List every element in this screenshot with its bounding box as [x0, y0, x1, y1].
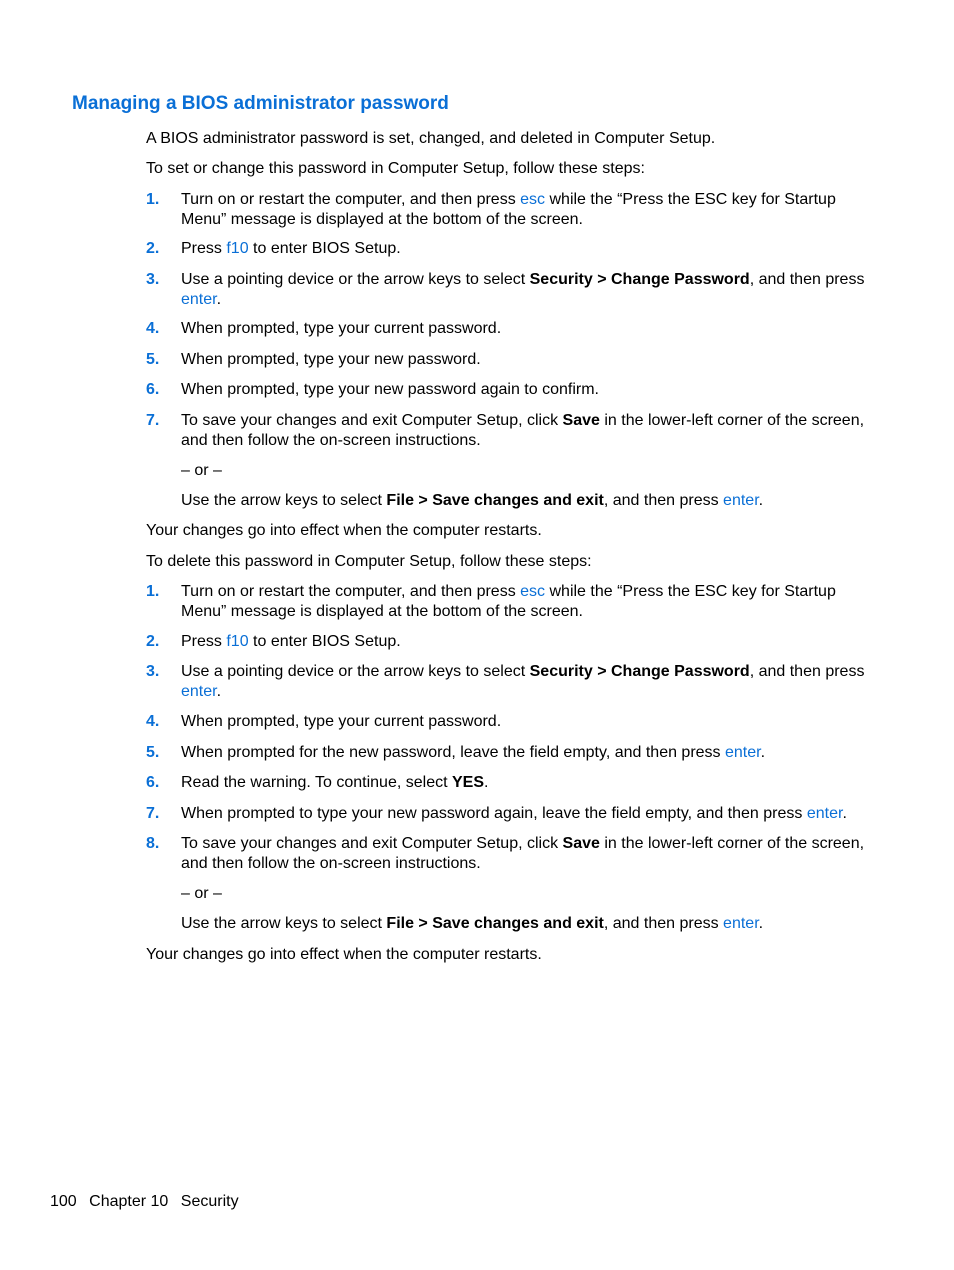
page-footer — [50, 1192, 247, 1212]
page-number: 100 — [50, 1193, 77, 1210]
key-enter: enter — [725, 744, 761, 761]
key-f10: f10 — [226, 633, 249, 650]
key-f10: f10 — [226, 240, 249, 257]
step-number: 4. — [146, 713, 160, 730]
step-text: When prompted, type your new password again to confirm. — [181, 381, 599, 398]
delete-closing: Your changes go into effect when the computer restarts. — [146, 946, 542, 963]
step-number: 1. — [146, 583, 160, 600]
menu-path: File > Save changes and exit — [386, 915, 604, 932]
set-steps-lead: To set or change this password in Computer Setup, follow these steps: — [146, 160, 645, 177]
step-number: 1. — [146, 191, 160, 208]
menu-path: Security > Change Password — [529, 663, 750, 680]
intro-paragraph: A BIOS administrator password is set, changed, and deleted in Computer Setup. — [146, 130, 716, 147]
step-text: When prompted, type your new password. — [181, 351, 481, 368]
step-text: Use a pointing device or the arrow keys to select Security > Change Password, and then press enter. — [181, 663, 865, 700]
step-text: Use a pointing device or the arrow keys to select Security > Change Password, and then press enter. — [181, 271, 865, 308]
section-label: Security — [180, 1193, 239, 1210]
step-number: 5. — [146, 351, 160, 368]
step-number: 7. — [146, 412, 160, 429]
delete-alt-instruction: Use the arrow keys to select File > Save changes and exit, and then press enter. — [181, 915, 764, 932]
step-number: 6. — [146, 381, 160, 398]
step-number: 7. — [146, 805, 160, 822]
step-text: When prompted, type your current password. — [181, 320, 502, 337]
step-text: When prompted, type your current password. — [181, 713, 502, 730]
menu-path: Security > Change Password — [529, 271, 750, 288]
step-text: Turn on or restart the computer, and then press esc while the “Press the ESC key for Startup Menu” message is displayed at the bottom of the screen. — [181, 191, 836, 228]
step-text: Press f10 to enter BIOS Setup. — [181, 240, 401, 257]
step-text: To save your changes and exit Computer Setup, click Save in the lower-left corner of the screen, and then follow the on-screen instructions. — [181, 412, 865, 449]
or-separator: – or – — [181, 462, 222, 479]
save-label: Save — [562, 412, 600, 429]
or-separator: – or – — [181, 885, 222, 902]
step-number: 3. — [146, 663, 160, 680]
step-number: 5. — [146, 744, 160, 761]
yes-label: YES — [451, 774, 484, 791]
key-enter: enter — [181, 683, 217, 700]
step-number: 2. — [146, 240, 160, 257]
step-text: To save your changes and exit Computer Setup, click Save in the lower-left corner of the screen, and then follow the on-screen instructions. — [181, 835, 865, 872]
set-alt-instruction: Use the arrow keys to select File > Save changes and exit, and then press enter. — [181, 492, 764, 509]
menu-path: File > Save changes and exit — [386, 492, 604, 509]
step-number: 2. — [146, 633, 160, 650]
section-heading: Managing a BIOS administrator password — [72, 93, 449, 114]
key-enter: enter — [806, 805, 843, 822]
set-closing: Your changes go into effect when the computer restarts. — [146, 522, 542, 539]
save-label: Save — [562, 835, 600, 852]
key-enter: enter — [181, 291, 217, 308]
key-enter: enter — [723, 492, 759, 509]
key-esc: esc — [520, 583, 546, 600]
key-enter: enter — [723, 915, 759, 932]
step-text: Turn on or restart the computer, and then press esc while the “Press the ESC key for Startup Menu” message is displayed at the bottom of the screen. — [181, 583, 836, 620]
key-esc: esc — [520, 191, 546, 208]
step-text: When prompted for the new password, leave the field empty, and then press enter. — [181, 744, 766, 761]
step-number: 4. — [146, 320, 160, 337]
step-number: 8. — [146, 835, 160, 852]
step-text: When prompted to type your new password again, leave the field empty, and then press enter. — [181, 805, 847, 822]
step-text: Read the warning. To continue, select YES. — [181, 774, 489, 791]
chapter-label: Chapter 10 — [89, 1193, 169, 1210]
step-number: 3. — [146, 271, 160, 288]
delete-steps-lead: To delete this password in Computer Setup, follow these steps: — [146, 553, 592, 570]
step-text: Press f10 to enter BIOS Setup. — [181, 633, 401, 650]
step-number: 6. — [146, 774, 160, 791]
